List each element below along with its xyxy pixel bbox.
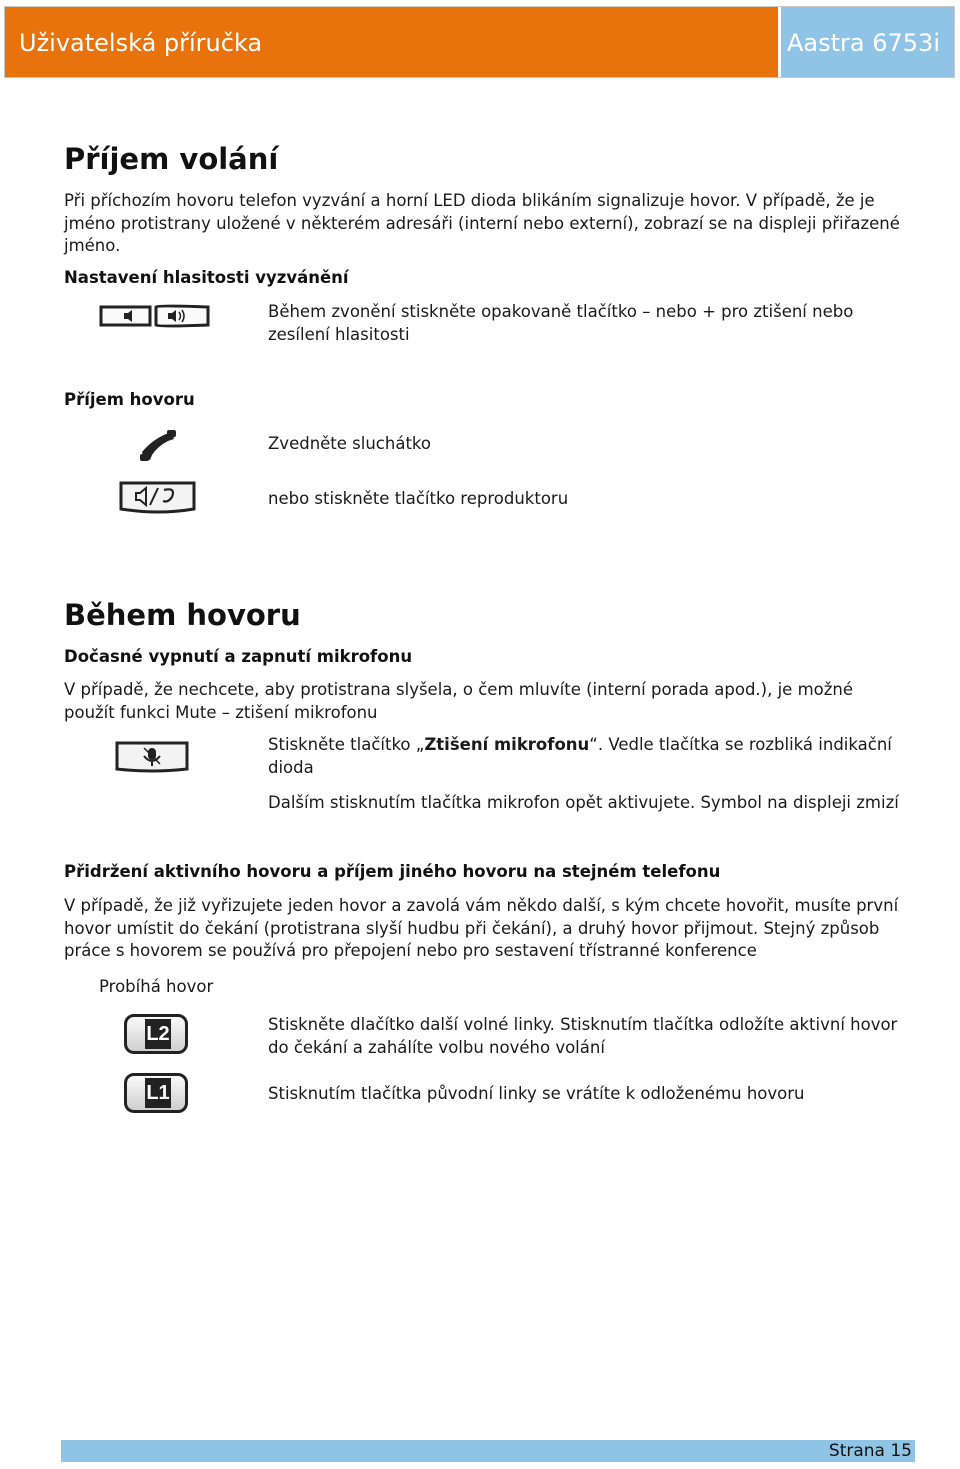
footer-bar — [61, 1440, 915, 1462]
speaker-key-icon — [118, 479, 198, 517]
line-2-key-label: L2 — [145, 1019, 171, 1049]
line-2-key-icon — [124, 1014, 188, 1054]
volume-heading: Nastavení hlasitosti vyzvánění — [64, 268, 349, 287]
page-header — [4, 6, 955, 78]
page-number: Strana 15 — [828, 1441, 912, 1461]
volume-text: Během zvonění stiskněte opakovaně tlačítko – nebo + pro ztišení nebo zesílení hlasitosti — [268, 302, 854, 344]
mute-intro: V případě, že nechcete, aby protistrana slyšela, o čem mluvíte (interní porada apod.), je možné použít funkci Mute – ztišení mikrofonu — [64, 680, 854, 722]
mute-step-1-key: Ztišení mikrofonu — [424, 735, 590, 754]
answer-speaker-text: nebo stiskněte tlačítko reproduktoru — [268, 489, 569, 508]
handset-icon — [138, 428, 178, 462]
volume-keys-icon — [98, 303, 210, 329]
mute-step-1-pre: Stiskněte tlačítko „ — [268, 735, 425, 754]
manual-title: Uživatelská příručka — [5, 7, 778, 77]
hold-heading: Přidržení aktivního hovoru a příjem jiného hovoru na stejném telefonu — [64, 862, 721, 881]
section-title-incoming: Příjem volání — [64, 142, 279, 176]
mute-key-icon — [114, 740, 190, 774]
product-title: Aastra 6753i — [781, 7, 954, 77]
section-title-during-call: Během hovoru — [64, 598, 301, 632]
line-1-key-icon — [124, 1073, 188, 1113]
answer-handset-text: Zvedněte sluchátko — [268, 434, 431, 453]
incoming-intro: Při příchozím hovoru telefon vyzvání a horní LED dioda blikáním signalizuje hovor. V případě, že je jméno protistrany uložené v některém adresáři (interní nebo externí), zobrazí se na displeji přiřazené jméno. — [64, 191, 900, 255]
mute-step-1-post: “. Vedle tlačítka se rozbliká indikační dioda — [268, 735, 892, 777]
answer-heading: Příjem hovoru — [64, 390, 195, 409]
hold-intro: V případě, že již vyřizujete jeden hovor a zavolá vám někdo další, s kým chcete hovořit, musíte první hovor umístit do čekání (protistrana slyší hudbu při čekání), a druhý hovor přijmout. Stejný způsob práce s hovorem se používá pro přepojení nebo pro sestavení třístranné konference — [64, 896, 899, 960]
mute-heading: Dočasné vypnutí a zapnutí mikrofonu — [64, 647, 413, 666]
line-1-key-label: L1 — [145, 1078, 171, 1108]
mute-step-1 — [268, 734, 898, 779]
hold-step-1: Stiskněte dlačítko další volné linky. Stisknutím tlačítka odložíte aktivní hovor do čekání a zahálíte volbu nového volání — [268, 1015, 898, 1057]
hold-label: Probíhá hovor — [99, 977, 214, 996]
mute-step-2: Dalším stisknutím tlačítka mikrofon opět aktivujete. Symbol na displeji zmizí — [268, 793, 899, 812]
hold-step-2: Stisknutím tlačítka původní linky se vrátíte k odloženému hovoru — [268, 1084, 805, 1103]
